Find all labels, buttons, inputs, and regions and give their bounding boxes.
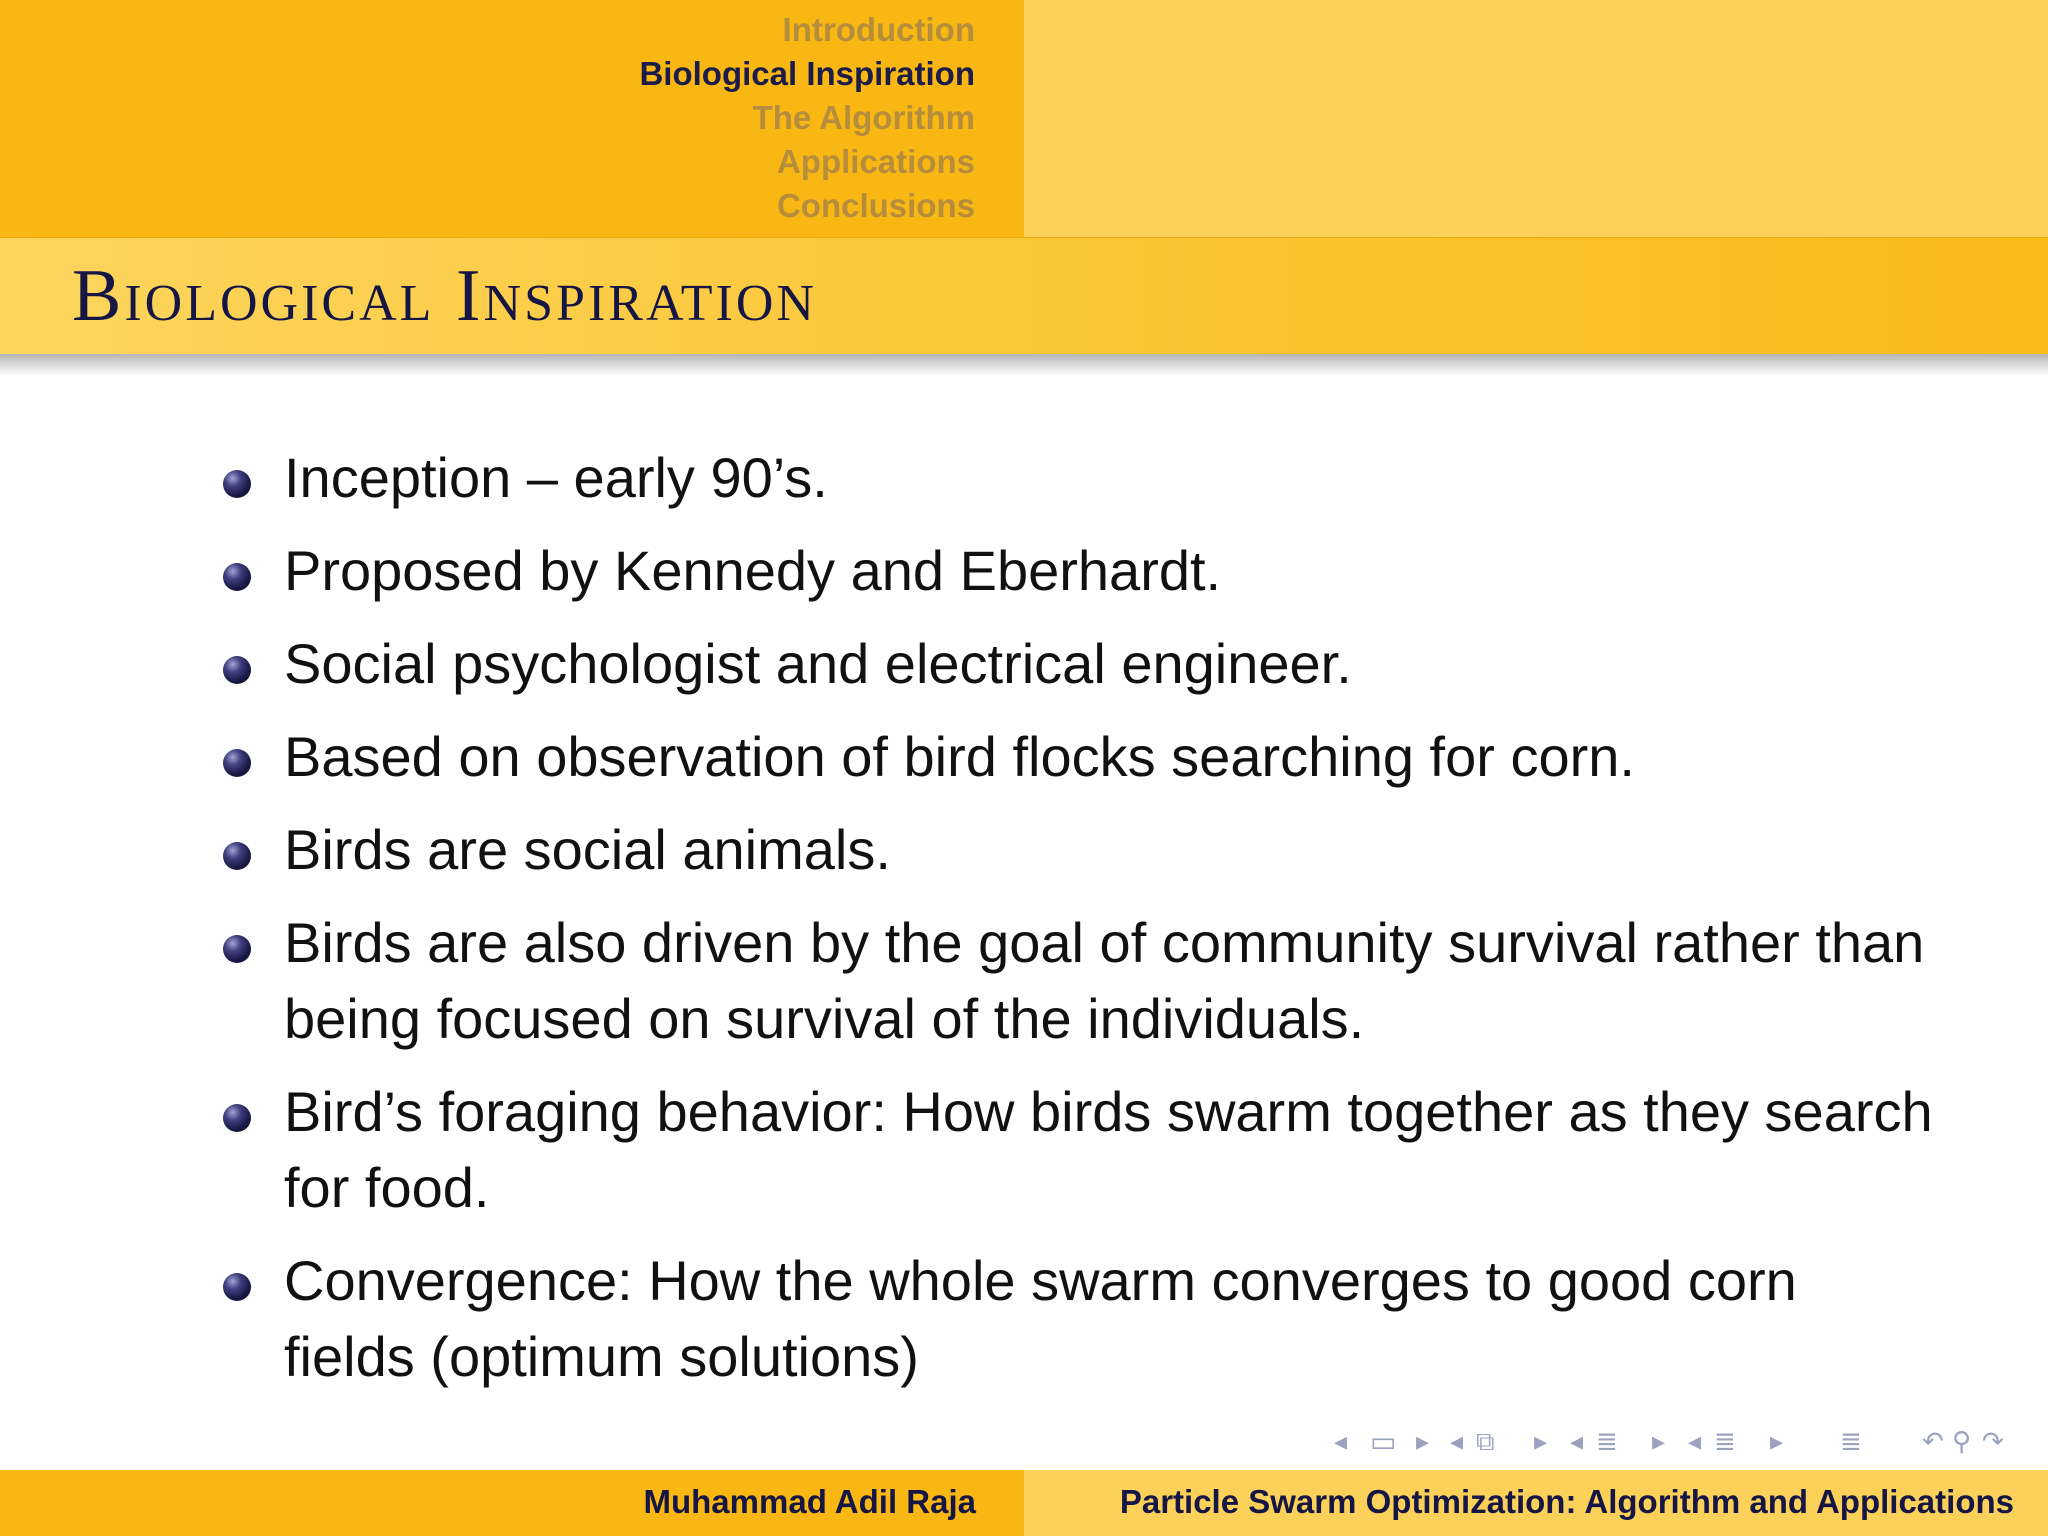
- bullet-text: Inception – early 90’s.: [284, 446, 828, 509]
- bullet-ball-icon: [223, 563, 251, 591]
- nav-section-applications[interactable]: Applications: [776, 143, 975, 180]
- header-navigation: [0, 0, 2048, 237]
- presentation-title: Particle Swarm Optimization: Algorithm and Applications: [1119, 1483, 2014, 1520]
- bullet-ball-icon: [223, 935, 251, 963]
- subsection-prev-icon[interactable]: ◂: [1570, 1427, 1584, 1457]
- section-icon[interactable]: ≣: [1714, 1427, 1736, 1457]
- footer-author-panel: [0, 1470, 1024, 1536]
- frame-icon[interactable]: ⧉: [1476, 1427, 1495, 1457]
- nav-section-introduction[interactable]: Introduction: [782, 11, 975, 48]
- slide-next-icon[interactable]: ▸: [1416, 1427, 1430, 1457]
- bullet-item: [220, 905, 1940, 1057]
- frame-prev-icon[interactable]: ◂: [1450, 1427, 1464, 1457]
- section-next-icon[interactable]: ▸: [1770, 1427, 1784, 1457]
- search-icon[interactable]: ⚲: [1952, 1427, 1972, 1457]
- section-prev-icon[interactable]: ◂: [1688, 1427, 1702, 1457]
- bullet-text: Birds are also driven by the goal of community survival rather than being focused on survival of the individuals.: [284, 911, 1925, 1050]
- author-name: Muhammad Adil Raja: [643, 1483, 976, 1520]
- nav-section-the-algorithm[interactable]: The Algorithm: [752, 99, 975, 136]
- bullet-ball-icon: [223, 470, 251, 498]
- subsection-icon[interactable]: ≣: [1596, 1427, 1618, 1457]
- section-list: [639, 8, 975, 228]
- footer-title-panel: [1024, 1470, 2048, 1536]
- forward-icon[interactable]: ↷: [1982, 1427, 2004, 1457]
- subsection-next-icon[interactable]: ▸: [1652, 1427, 1666, 1457]
- frame-title-bar: [0, 237, 2048, 354]
- bullet-list: [220, 440, 1940, 1412]
- bullet-text: Proposed by Kennedy and Eberhardt.: [284, 539, 1222, 602]
- frame-next-icon[interactable]: ▸: [1534, 1427, 1548, 1457]
- bullet-text: Social psychologist and electrical engineer.: [284, 632, 1352, 695]
- bullet-item: [220, 1243, 1940, 1395]
- nav-section-conclusions[interactable]: Conclusions: [776, 187, 975, 224]
- section-nav-panel: [0, 0, 1024, 237]
- slide-icon[interactable]: ▭: [1370, 1425, 1397, 1458]
- beamer-navigation-symbols: [1330, 1422, 2030, 1462]
- bullet-text: Convergence: How the whole swarm converges to good corn fields (optimum solutions): [284, 1249, 1797, 1388]
- bullet-item: [220, 812, 1940, 888]
- bullet-item: [220, 440, 1940, 516]
- bullet-item: [220, 533, 1940, 609]
- bullet-text: Based on observation of bird flocks searching for corn.: [284, 725, 1635, 788]
- bullet-ball-icon: [223, 656, 251, 684]
- subsection-nav-panel: [1024, 0, 2048, 237]
- bullet-ball-icon: [223, 1104, 251, 1132]
- nav-section-biological-inspiration[interactable]: Biological Inspiration: [639, 55, 975, 92]
- bullet-text: Bird’s foraging behavior: How birds swarm together as they search for food.: [284, 1080, 1933, 1219]
- back-icon[interactable]: ↶: [1922, 1427, 1944, 1457]
- frame-title: Biological Inspiration: [72, 255, 817, 337]
- bullet-item: [220, 1074, 1940, 1226]
- bullet-ball-icon: [223, 749, 251, 777]
- slide-prev-icon[interactable]: ◂: [1334, 1427, 1348, 1457]
- bullet-item: [220, 719, 1940, 795]
- document-icon[interactable]: ≣: [1840, 1427, 1862, 1457]
- bullet-ball-icon: [223, 1273, 251, 1301]
- bullet-text: Birds are social animals.: [284, 818, 891, 881]
- bullet-ball-icon: [223, 842, 251, 870]
- footer: [0, 1470, 2048, 1536]
- bullet-item: [220, 626, 1940, 702]
